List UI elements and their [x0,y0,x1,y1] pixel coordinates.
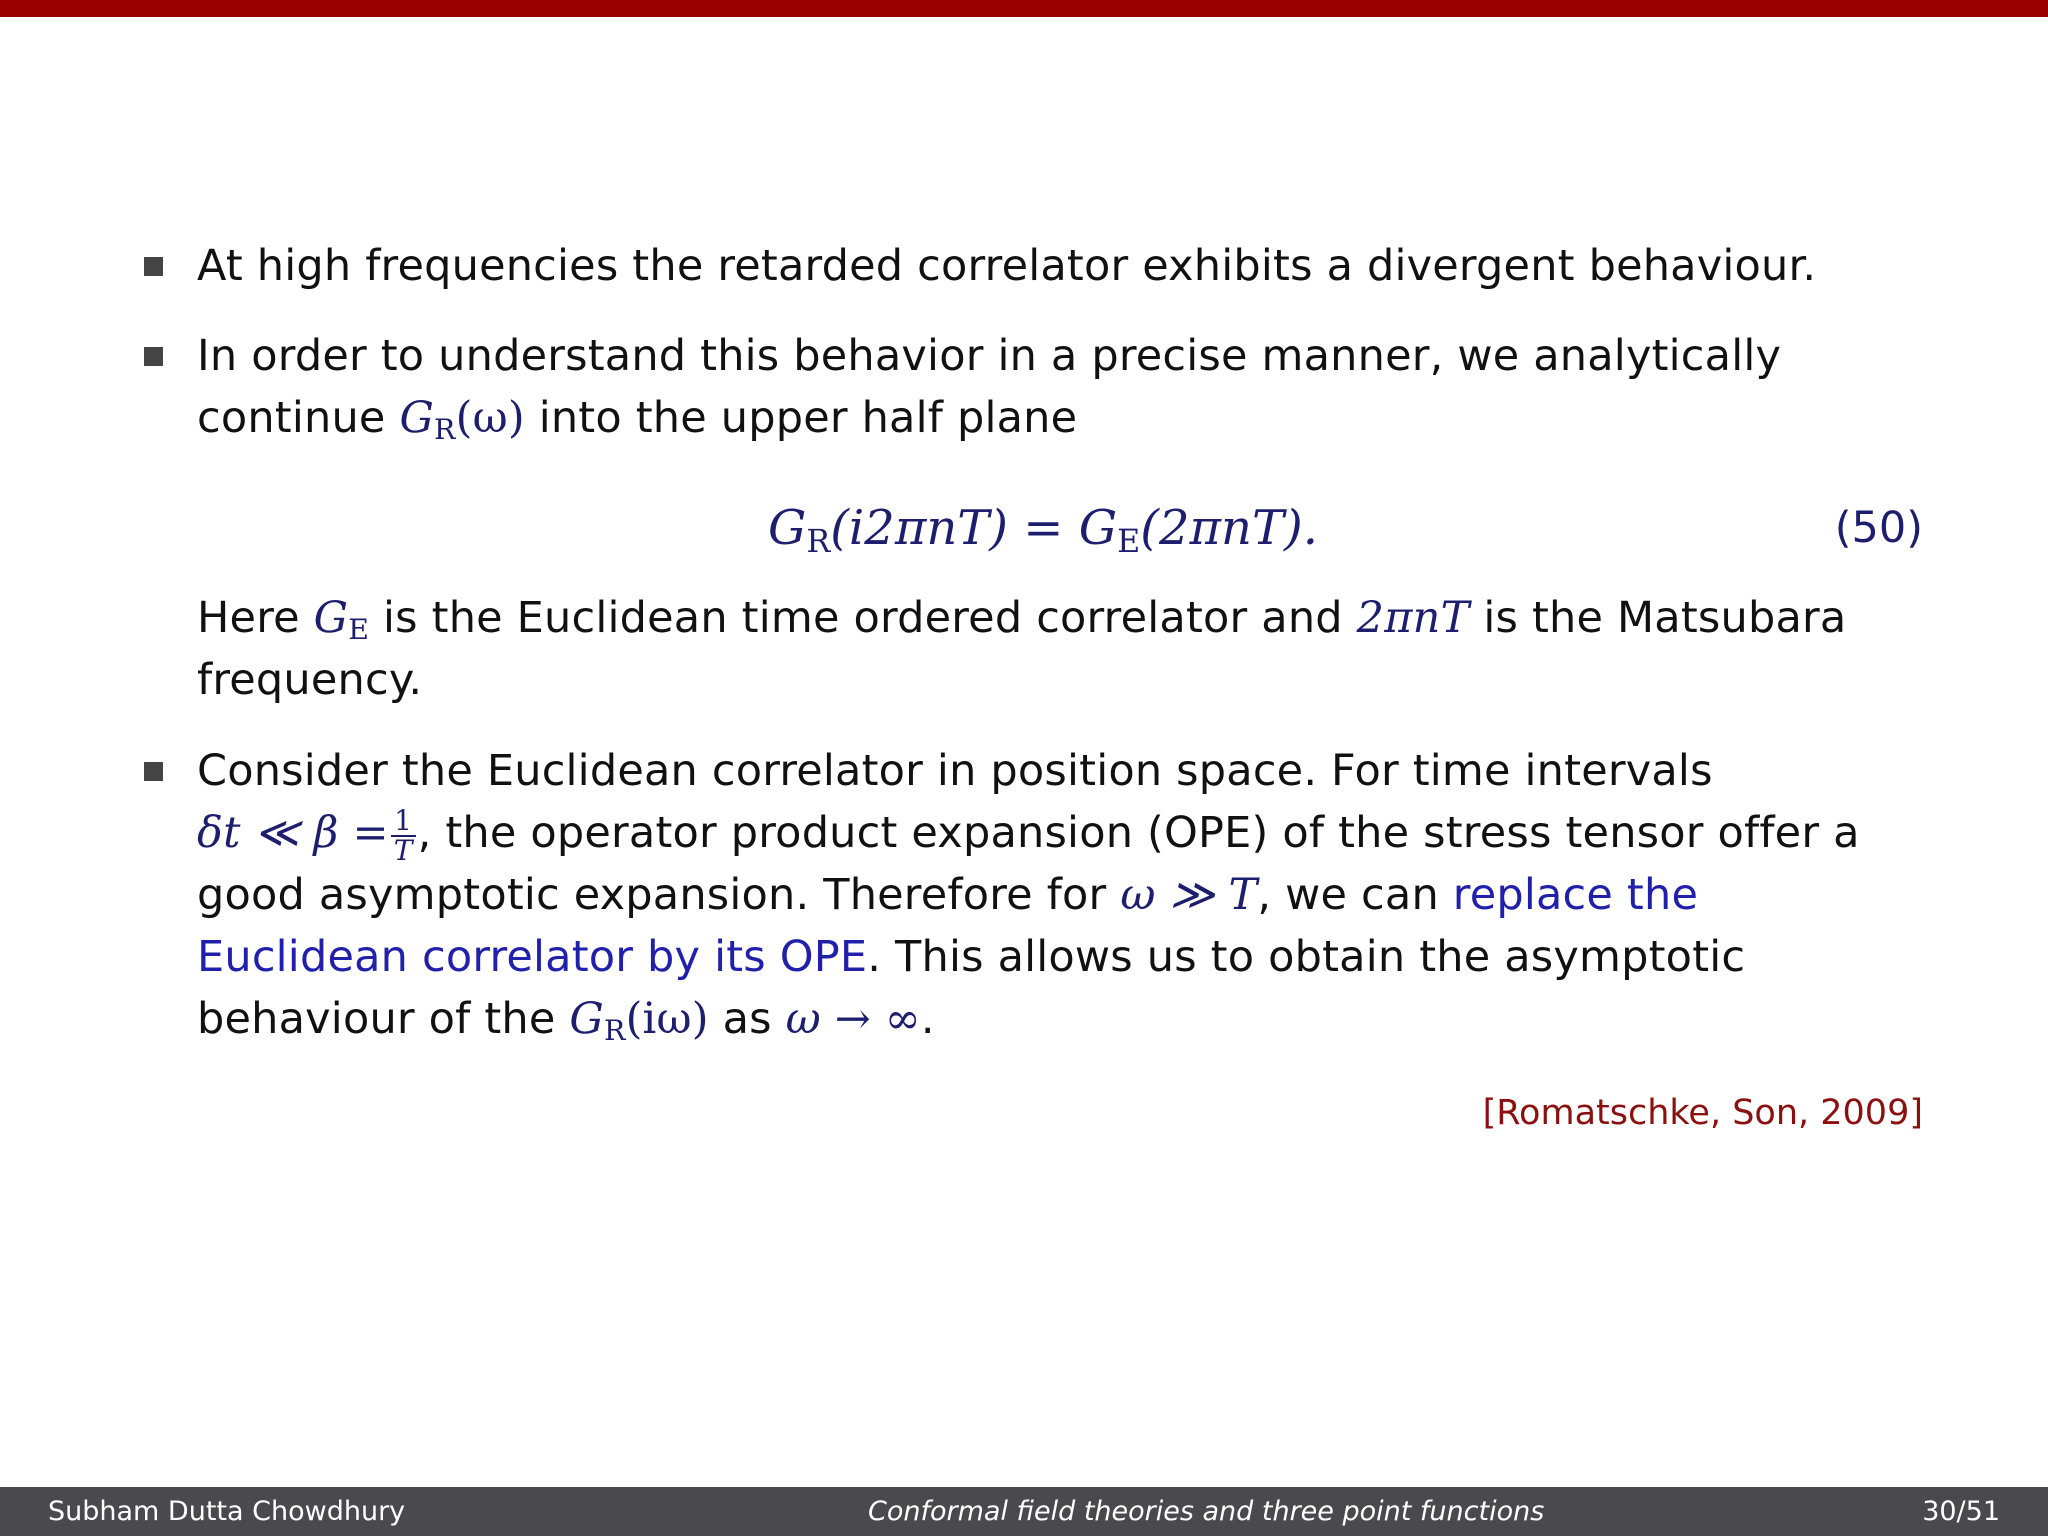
bullet-3-line-5: behaviour of the $G_R(i\omega)$ as ω → ∞. [197,994,935,1048]
math-g-r-omega: $G_R(\omega)$ [399,393,525,447]
footer-bar [0,1487,2048,1536]
equation-50: $G_R(i2\pi nT) = G_E(2\pi nT)$. [768,500,1318,560]
bullet-1-line-1: At high frequencies the retarded correlator exhibits a divergent behaviour. [197,241,1817,291]
bullet-marker [144,347,163,366]
citation: [Romatschke, Son, 2009] [1482,1093,1923,1133]
bullet-marker [144,257,163,276]
bullet-2-line-4: frequency. [197,655,423,705]
bullet-1-text [197,238,1816,294]
ope-link[interactable]: replace the [1452,870,1699,920]
bullet-3-line-1: Consider the Euclidean correlator in position space. For time intervals [197,746,1713,796]
math-g-e: $G_E$ [313,593,370,647]
math-omega-gg-t: ω ≫ T [1120,870,1258,920]
math-g-r-i-omega: $G_R(i\omega)$ [569,994,709,1048]
bullet-3-line-2: δt ≪ β = $\frac{1}{T}$ , the operator product expansion (OPE) of the stress tensor offer a [197,803,1860,867]
bullet-3-line-4: Euclidean correlator by its OPE. This allows us to obtain the asymptotic [197,932,1746,982]
math-matsubara-frequency: 2πnT [1356,593,1470,643]
equation-number: (50) [1834,503,1923,553]
footer-author: Subham Dutta Chowdhury [48,1496,406,1527]
bullet-marker [144,762,163,781]
bullet-2-line-1: In order to understand this behavior in a precise manner, we analytically [197,331,1782,381]
bullet-3-line-3: good asymptotic expansion. Therefore for ω ≫ T, we can replace the [197,870,1699,920]
ope-link-continued[interactable]: Euclidean correlator by its OPE [197,932,868,982]
math-omega-to-infinity: ω → ∞ [785,994,921,1044]
footer-page-number: 30/51 [1922,1496,2000,1527]
bullet-2-line-3: Here $G_E$ is the Euclidean time ordered correlator and 2πnT is the Matsubara [197,593,1847,647]
bullet-2-line-2: continue $G_R(\omega)$ into the upper half plane [197,393,1078,447]
top-accent-bar [0,0,2048,17]
math-delta-t-beta: δt ≪ β = [197,808,389,858]
math-fraction: $\frac{1}{T}$ [391,807,416,865]
footer-title: Conformal field theories and three point functions [868,1496,1545,1527]
